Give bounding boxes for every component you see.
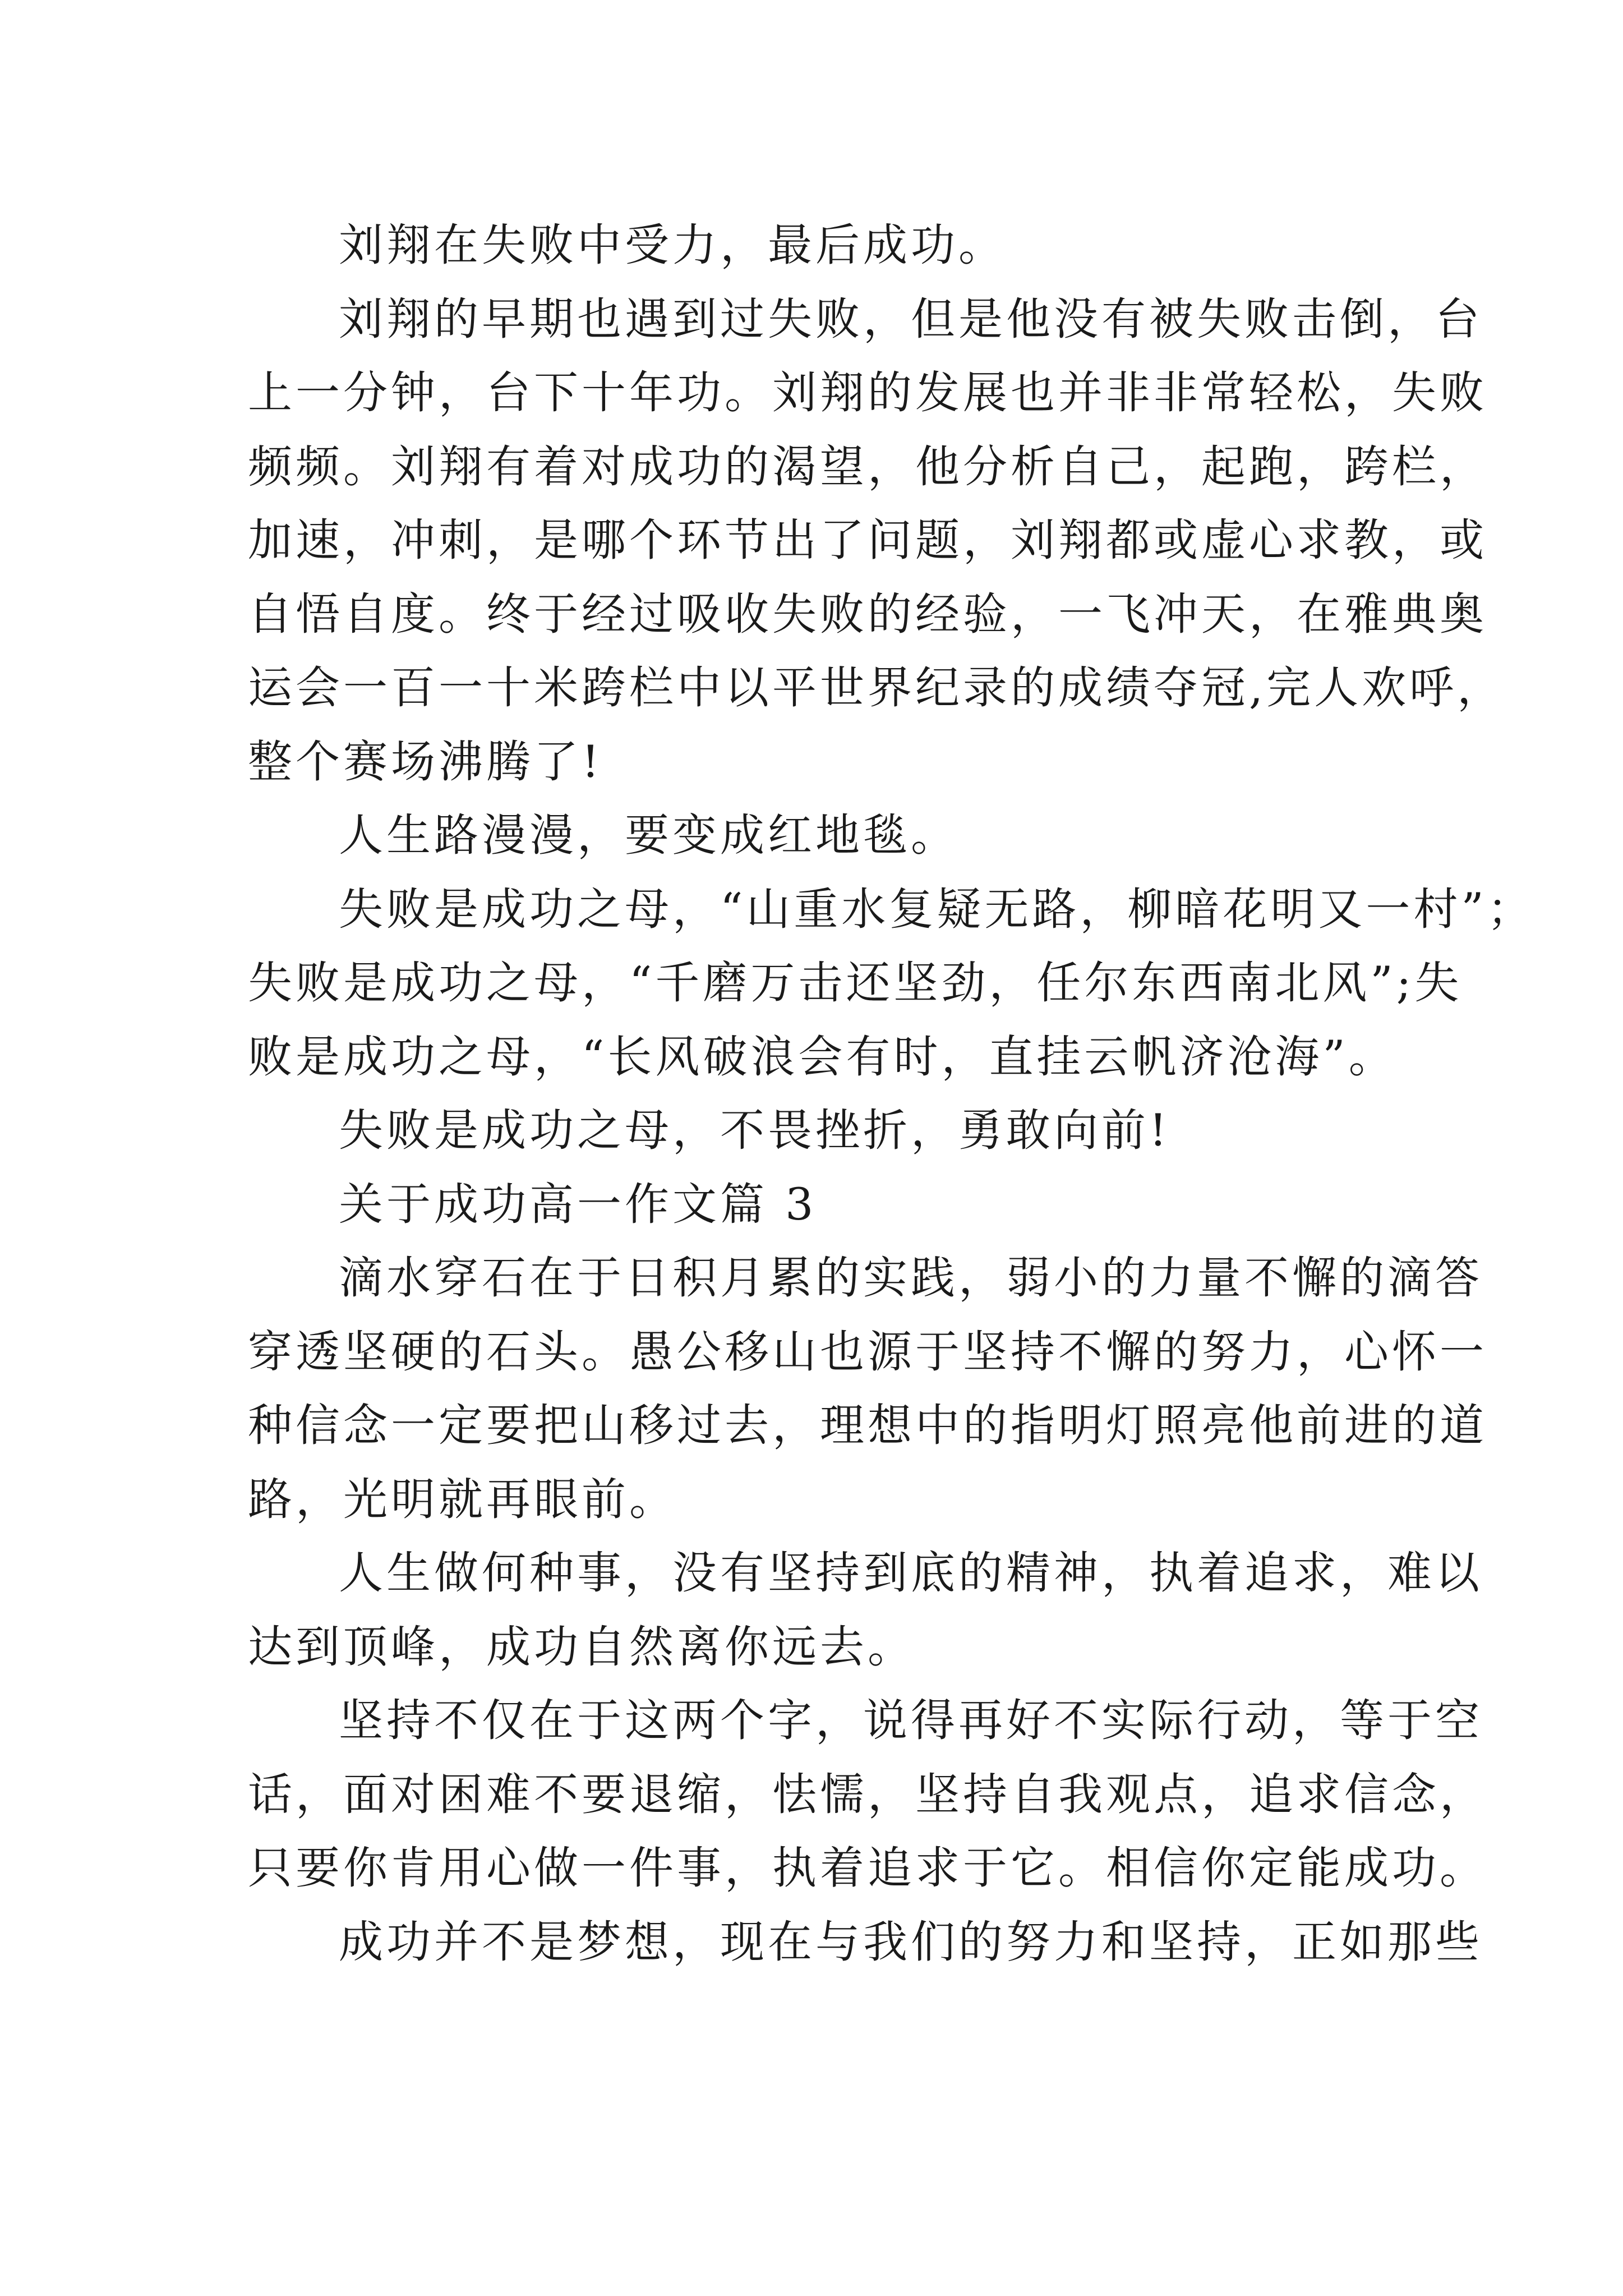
text-line: 整个赛场沸腾了!: [248, 735, 603, 788]
text-line: 成功并不是梦想，现在与我们的努力和坚持，正如那些: [339, 1916, 1483, 1968]
text-line: 频频。刘翔有着对成功的渴望，他分析自己，起跑，跨栏，: [248, 440, 1487, 493]
text-line: 滴水穿石在于日积月累的实践，弱小的力量不懈的滴答: [339, 1252, 1483, 1304]
text-line: 人生做何种事，没有坚持到底的精神，执着追求，难以: [339, 1547, 1483, 1599]
document-body: [248, 209, 1535, 1979]
text-line: 败是成功之母，“长风破浪会有时，直挂云帆济沧海”。: [248, 1030, 1396, 1083]
text-line: 上一分钟，台下十年功。刘翔的发展也并非非常轻松，失败: [248, 367, 1487, 418]
text-line: 运会一百一十米跨栏中以平世界纪录的成绩夺冠,完人欢呼，: [248, 662, 1505, 714]
text-line: 失败是成功之母，“山重水复疑无路，柳暗花明又一村”；: [339, 883, 1535, 935]
text-line: 失败是成功之母，不畏挫折，勇敢向前!: [339, 1105, 1170, 1156]
text-line: 路，光明就再眼前。: [248, 1473, 677, 1525]
text-line: 自悟自度。终于经过吸收失败的经验，一飞冲天，在雅典奥: [248, 588, 1487, 640]
text-line: 刘翔在失败中受力，最后成功。: [339, 219, 1006, 271]
text-line: 坚持不仅在于这两个字，说得再好不实际行动，等于空: [339, 1695, 1483, 1746]
text-line: 达到顶峰，成功自然离你远去。: [248, 1621, 915, 1673]
text-line: 人生路漫漫，要变成红地毯。: [339, 809, 958, 861]
text-line: 穿透坚硬的石头。愚公移山也源于坚持不懈的努力，心怀一: [248, 1326, 1487, 1378]
text-line: 加速，冲刺，是哪个环节出了问题，刘翔都或虚心求教，或: [248, 514, 1487, 566]
text-line: 刘翔的早期也遇到过失败，但是他没有被失败击倒，台: [339, 293, 1483, 345]
text-line: 失败是成功之母，“千磨万击还坚劲，任尔东西南北风”;失: [248, 957, 1463, 1009]
text-line: 话，面对困难不要退缩，怯懦，坚持自我观点，追求信念，: [248, 1768, 1487, 1820]
text-line: 关于成功高一作文篇 3: [339, 1178, 817, 1230]
text-line: 只要你肯用心做一件事，执着追求于它。相信你定能成功。: [248, 1842, 1487, 1894]
text-line: 种信念一定要把山移过去，理想中的指明灯照亮他前进的道: [248, 1400, 1487, 1451]
